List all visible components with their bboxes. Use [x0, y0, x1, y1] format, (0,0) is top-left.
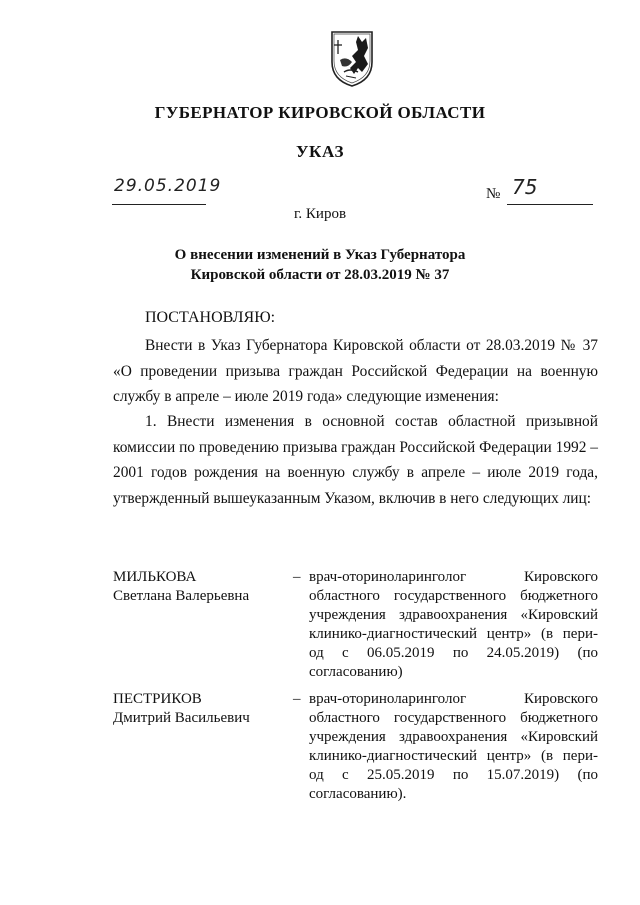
position-line: врач-оториноларинголог Кировского: [309, 569, 598, 585]
issuer-title: ГУБЕРНАТОР КИРОВСКОЙ ОБЛАСТИ: [154, 103, 486, 122]
person-given-names: Дмитрий Васильевич: [113, 710, 250, 726]
position-line: областного государственного бюджетного: [309, 710, 598, 726]
dash-separator: –: [293, 569, 301, 585]
position-line: согласованию).: [309, 786, 407, 802]
subject-line-1: О внесении изменений в Указ Губернатора: [174, 247, 466, 263]
decree-word: ПОСТАНОВЛЯЮ:: [145, 309, 276, 326]
subject-line-2: Кировской области от 28.03.2019 № 37: [190, 267, 450, 283]
person-position: [309, 568, 598, 682]
city-name: г. Киров: [293, 206, 347, 222]
paragraph-amendments-intro: Внести в Указ Губернатора Кировской области от 28.03.2019 № 37 «О проведении призыва граждан Российской Федерации на военную службу в апреле – июле 2019 года» следующие изменения:: [113, 337, 598, 405]
position-line: од с 25.05.2019 по 15.07.2019) (по: [309, 767, 598, 783]
person-name: [113, 568, 288, 606]
decree-subject: [0, 245, 640, 285]
person-surname: ПЕСТРИКОВ: [113, 691, 202, 707]
person-position: [309, 690, 598, 804]
position-line: врач-оториноларинголог Кировского: [309, 691, 598, 707]
person-given-names: Светлана Валерьевна: [113, 588, 250, 604]
position-line: учреждения здравоохранения «Кировский: [309, 607, 598, 623]
coat-of-arms-emblem: [328, 28, 376, 88]
position-line: клинико-диагностический центр» (в пери-: [309, 626, 598, 642]
dash-separator: –: [293, 691, 301, 707]
position-line: областного государственного бюджетного: [309, 588, 598, 604]
person-name: [113, 690, 288, 728]
position-line: согласованию): [309, 664, 403, 680]
handwritten-number: 75: [512, 175, 538, 199]
handwritten-date: 29.05.2019: [114, 176, 222, 196]
document-type-title: УКАЗ: [295, 142, 345, 161]
person-surname: МИЛЬКОВА: [113, 569, 197, 585]
paragraph-item-1: 1. Внести изменения в основной состав областной призывной комиссии по проведению призыва граждан Российской Федерации 1992 – 2001 годов рождения на военную службу в апреле – июле 2019 года, утвержденный вышеуказанным Указом, включив в него следующих лиц:: [113, 413, 598, 507]
position-line: учреждения здравоохранения «Кировский: [309, 729, 598, 745]
position-line: клинико-диагностический центр» (в пери-: [309, 748, 598, 764]
position-line: од с 06.05.2019 по 24.05.2019) (по: [309, 645, 598, 661]
number-sign: №: [486, 186, 501, 202]
